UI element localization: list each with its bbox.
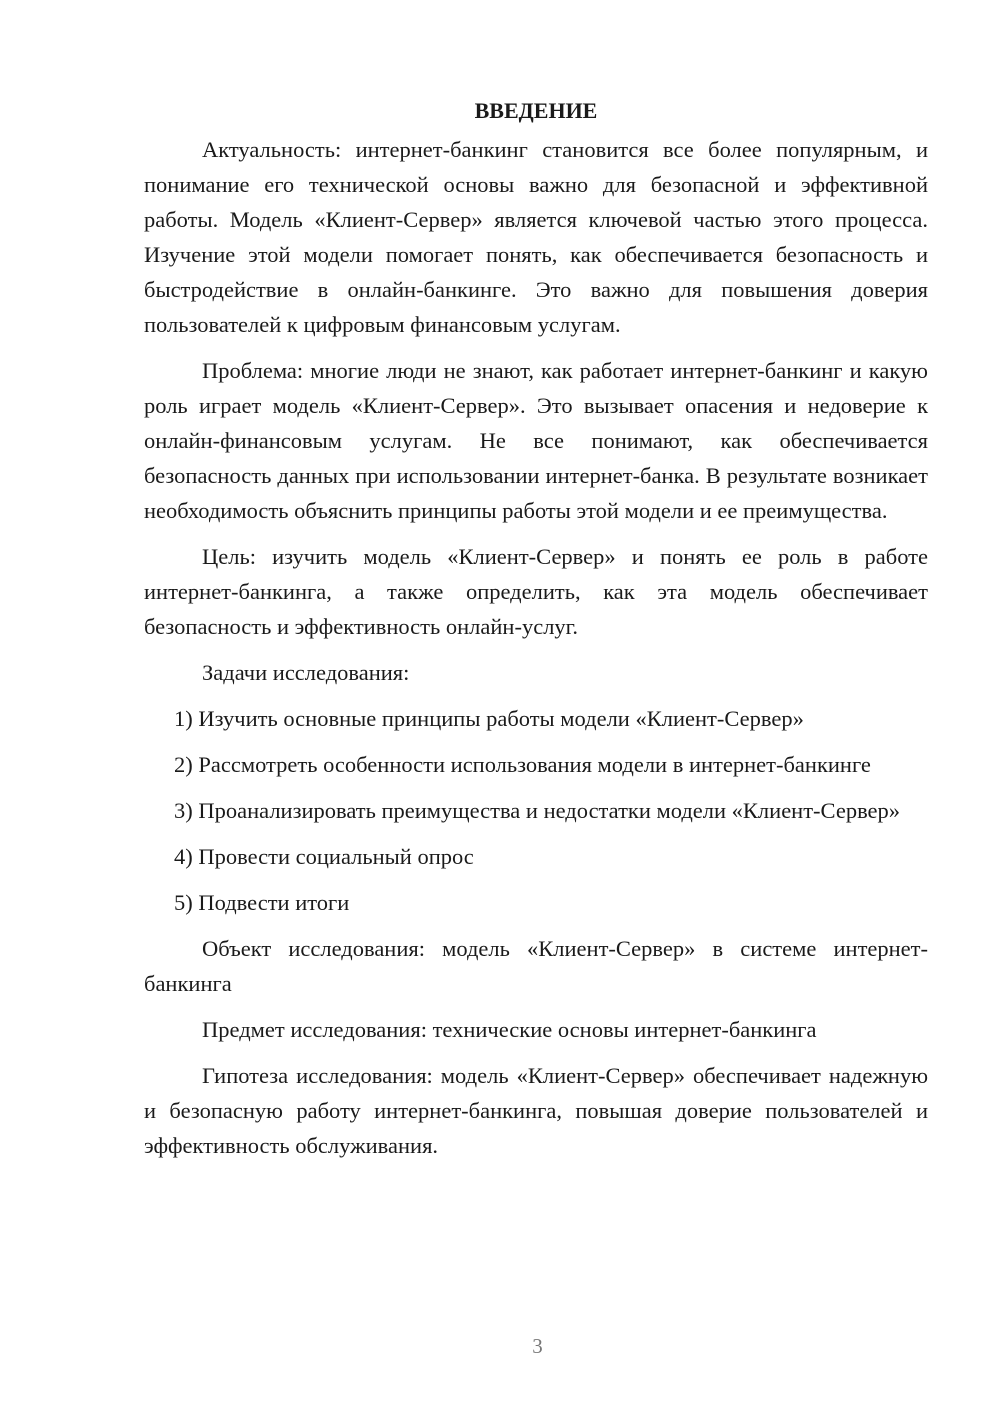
task-item-4: 4) Провести социальный опрос	[174, 844, 474, 869]
paragraph-subject: Предмет исследования: технические основы интернет-банкинга	[202, 1017, 817, 1042]
page-title: ВВЕДЕНИЕ	[474, 98, 598, 123]
page-number: 3	[532, 1334, 543, 1358]
task-item-1: 1) Изучить основные принципы работы модели «Клиент-Сервер»	[174, 706, 804, 731]
paragraph-object: Объект исследования: модель «Клиент-Сервер» в системе интернет-банкинга	[144, 936, 928, 996]
paragraph-relevance: Актуальность: интернет-банкинг становится все более популярным, и понимание его технической основы важно для безопасной и эффективной работы. Модель «Клиент-Сервер» является ключевой частью этого процесса. Изучение этой модели помогает понять, как обеспечивается безопасность и быстродействие в онлайн-банкинге. Это важно для повышения доверия пользователей к цифровым финансовым услугам.	[144, 137, 928, 337]
paragraph-hypothesis: Гипотеза исследования: модель «Клиент-Сервер» обеспечивает надежную и безопасную работу интернет-банкинга, повышая доверие пользователей и эффективность обслуживания.	[144, 1063, 928, 1158]
task-item-3: 3) Проанализировать преимущества и недостатки модели «Клиент-Сервер»	[174, 798, 901, 823]
document-body	[144, 94, 928, 1174]
task-item-2: 2) Рассмотреть особенности использования модели в интернет-банкинге	[174, 752, 871, 777]
paragraph-problem: Проблема: многие люди не знают, как работает интернет-банкинг и какую роль играет модель «Клиент-Сервер». Это вызывает опасения и недоверие к онлайн-финансовым услугам. Не все понимают, как обеспечивается безопасность данных при использовании интернет-банка. В результате возникает необходимость объяснить принципы работы этой модели и ее преимущества.	[144, 358, 928, 523]
paragraph-goal: Цель: изучить модель «Клиент-Сервер» и понять ее роль в работе интернет-банкинга, а также определить, как эта модель обеспечивает безопасность и эффективность онлайн-услуг.	[144, 544, 928, 639]
tasks-heading: Задачи исследования:	[202, 660, 410, 685]
task-item-5: 5) Подвести итоги	[174, 890, 350, 915]
